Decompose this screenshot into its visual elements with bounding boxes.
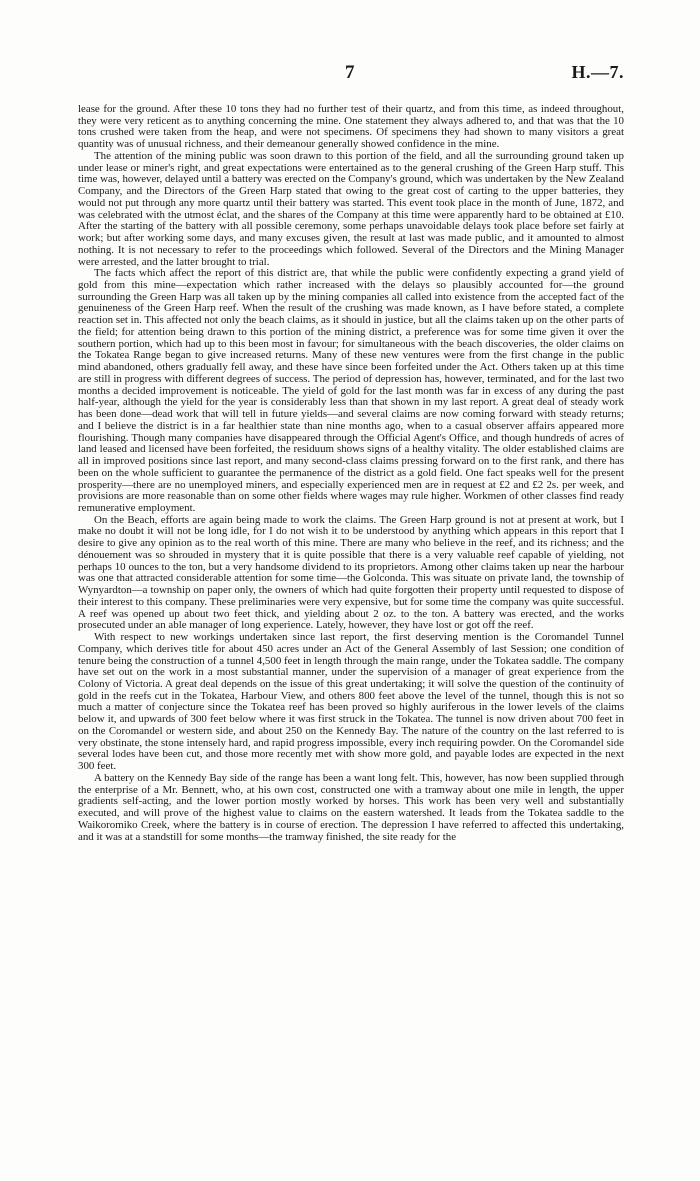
paragraph: A battery on the Kennedy Bay side of the range has been a want long felt. This, however, has now been supplied through the enterprise of a Mr. Bennett, who, at his own cost, constructed one with a tramway about one mile in length, the upper gradients self-acting, and the lower portion mostly worked by horses. This work has been very well and substantially executed, and will prove of the highest value to claims on the eastern watershed. It leads from the Tokatea saddle to the Waikoromiko Creek, where the battery is in course of erection. The depression I have referred to affected this undertaking, and it was at a standstill for some months—the tramway finished, the site ready for the xyxy=(78,771,624,843)
paragraph: lease for the ground. After these 10 tons they had no further test of their quartz, and from this time, as indeed throughout, they were very reticent as to anything concerning the mine. One statement they always adhered to, and that was that the 10 tons crushed were taken from the heap, and were not specimens. Of specimens they had shown to many visitors a great quantity was of unusual richness, and their demeanour generally showed confidence in the mine. xyxy=(78,103,624,151)
page-header xyxy=(0,62,700,92)
paragraph: The facts which affect the report of this district are, that while the public were confidently expecting a grand yield of gold from this mine—expectation which rather increased with the delays so plausibly accounted for—the ground surrounding the Green Harp was all taken up by the mining companies all called into existence from the accepted fact of the genuineness of the Green Harp reef. When the result of the crushing was made known, as I have before stated, a complete reaction set in. This affected not only the beach claims, as it should in justice, but all the claims taken up on the other parts of the field; for attention being drawn to this portion of the mining district, a preference was for some time given it over the southern portion, which had up to this been most in favour; for simultaneous with the beach discoveries, the older claims on the Tokatea Range began to give increased returns. Many of these new ventures were from the first change in the public mind abandoned, others gradually fell away, and these have since been forfeited under the Act. Others taken up at this time are still in progress with different degrees of success. The period of depression has, however, terminated, and for the last two months a decided improvement is noticeable. The yield of gold for the last month was far in excess of any during the past half-year, although the yield for the year is considerably less than that shown in my last report. A great deal of steady work has been done—dead work that will tell in future yields—and several claims are now coming forward with steady returns; and I believe the district is in a far healthier state than nine months ago, when to a casual observer affairs appeared more flourishing. Though many companies have disappeared through the Official Agent's Office, and though hundreds of acres of land leased and licensed have been forfeited, the residuum shows signs of a healthy vitality. The older established claims are all in improved positions since last report, and many second-class claims pressing forward on to the first rank, and there has been on the whole sufficient to guarantee the permanence of the district as a gold field. One fact speaks well for the present prosperity—there are no unemployed miners, and especially experienced men are in request at £2 and £2 2s. per week, and provisions are more reasonable than on some other fields where wages may rule higher. Workmen of other classes find ready remunerative employment. xyxy=(78,267,624,514)
paragraph: With respect to new workings undertaken since last report, the first deserving mention is the Coromandel Tunnel Company, which derives title for about 450 acres under an Act of the General Assembly of last Session; one condition of tenure being the construction of a tunnel 4,500 feet in length through the main range, under the Tokatea saddle. The company have set out on the work in a most substantial manner, under the supervision of a manager of great experience from the Colony of Victoria. A great deal depends on the issue of this great undertaking; it will solve the question of the continuity of gold in the reefs cut in the Tokatea, Harbour View, and others 800 feet above the level of the tunnel, though this is not so much a matter of conjecture since the Tokatea reef has been proved so highly auriferous in the lower levels of the claims below it, and upwards of 300 feet below where it was first struck in the Tokatea. The tunnel is now driven about 700 feet in on the Coromandel or western side, and about 250 on the Kennedy Bay. The nature of the country on the last referred to is very obstinate, the stone intensely hard, and rapid progress impossible, every inch requiring powder. On the Coromandel side several lodes have been cut, and those more recently met with show more gold, and payable lodes are expected in the next 300 feet. xyxy=(78,631,624,773)
paragraph: The attention of the mining public was soon drawn to this portion of the field, and all the surrounding ground taken up under lease or miner's right, and great expectations were entertained as to the general crushing of the Green Harp stuff. This time was, however, delayed until a battery was erected on the Company's ground, which was undertaken by the New Zealand Company, and the Directors of the Green Harp stated that owing to the great cost of carting to the upper batteries, they would not put through any more quartz until their battery was started. This event took place in the month of June, 1872, and was celebrated with the utmost éclat, and the shares of the Company at this time were apparently hard to be obtained at £10. After the starting of the battery with all possible ceremony, some perhaps unavoidable delays took place before set fairly at work; but after working some days, and many excuses given, the result at last was made public, and it amounted to almost nothing. It is not necessary to refer to the proceedings which followed. Several of the Directors and the Mining Manager were arrested, and the latter brought to trial. xyxy=(78,149,624,268)
body-text xyxy=(78,104,624,843)
document-code: H.—7. xyxy=(571,62,624,82)
page-number: 7 xyxy=(345,62,355,83)
paragraph: On the Beach, efforts are again being made to work the claims. The Green Harp ground is not at present at work, but I make no doubt it will not be long idle, for I do not wish it to be understood by anything which appears in this report that I desire to give any opinion as to the real worth of this mine. There are many who believe in the reef, and its richness; and the dénouement was so shrouded in mystery that it is quite possible that there is a very valuable reef capable of yielding, not perhaps 10 ounces to the ton, but a very handsome dividend to its proprietors. Among other claims taken up near the harbour was one that attracted considerable attention for some time—the Golconda. This was situate on private land, the township of Wynyardton—a township on paper only, the owners of which had quite forgotten their property until requested to dispose of their interest to this company. These preliminaries were very expensive, but for some time the company was quite successful. A reef was opened up about two feet thick, and yielding about 2 oz. to the ton. A battery was erected, and the works prosecuted under an able manager of long experience. Lately, however, they have lost or got off the reef. xyxy=(78,513,624,632)
